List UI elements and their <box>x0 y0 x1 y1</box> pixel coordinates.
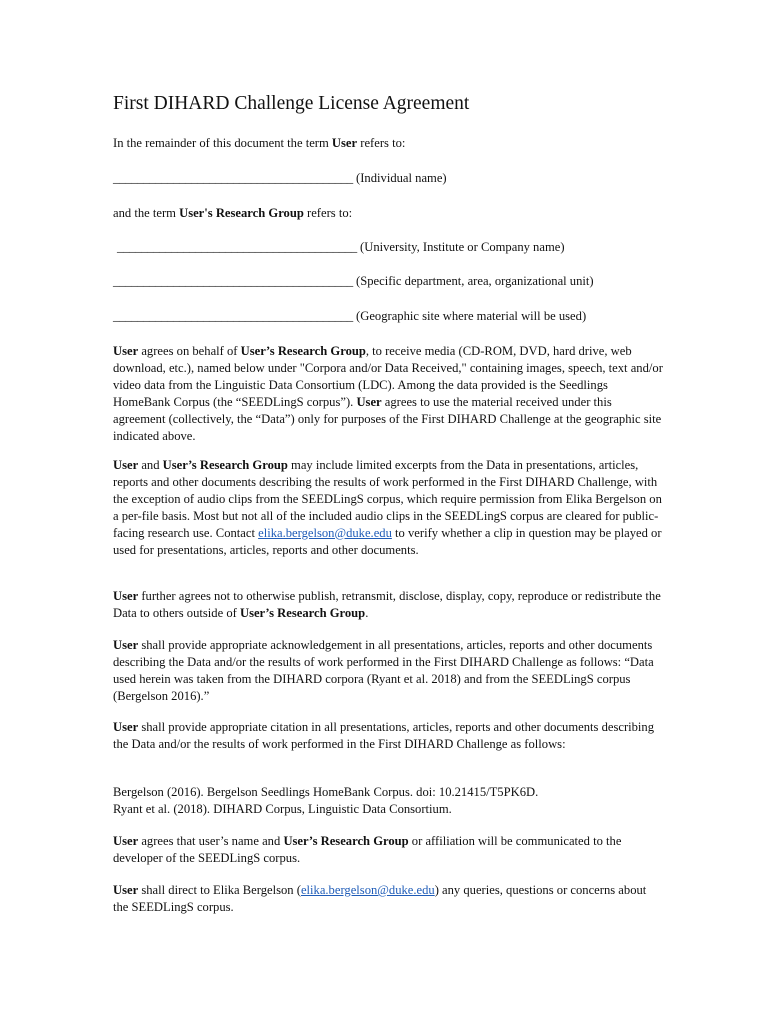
citation-item: Ryant et al. (2018). DIHARD Corpus, Linguistic Data Consortium. <box>113 801 452 816</box>
individual-name-blank[interactable]: ________________________________________ <box>113 171 353 185</box>
email-link[interactable]: elika.bergelson@duke.edu <box>258 525 392 540</box>
paragraph-no-redistribution: User further agrees not to otherwise publish, retransmit, disclose, display, copy, reproduce or redistribute the Data to others outside of User’s Research Group. <box>113 589 661 620</box>
citation-item: Bergelson (2016). Bergelson Seedlings HomeBank Corpus. doi: 10.21415/T5PK6D. <box>113 785 539 799</box>
university-blank[interactable]: ________________________________________ <box>117 240 357 254</box>
department-blank[interactable]: ________________________________________ <box>113 274 353 288</box>
paragraph-queries: User shall direct to Elika Bergelson (elika.bergelson@duke.edu) any queries, questions or concerns about the SEEDLingS corpus. <box>113 883 647 914</box>
geographic-site-line: ________________________________________ (Geographic site where material will be used) <box>113 309 587 323</box>
university-line: ________________________________________ (University, Institute or Company name) <box>117 240 565 254</box>
citation-list <box>113 784 663 818</box>
paragraph-media-receipt: User agrees on behalf of User’s Research Group, to receive media (CD-ROM, DVD, hard drive, web download, etc.), named below under "Corpora and/or Data Received," containing images, speech, text and/or video data from the Linguistic Data Consortium (LDC). Among the data provided is the Seedlings HomeBank Corpus (the “SEEDLingS corpus”). User agrees to use the material received under this agreement (collectively, the “Data”) only for purposes of the First DIHARD Challenge at the geographic site indicated above. <box>113 344 663 443</box>
individual-name-line: ________________________________________ (Individual name) <box>113 171 447 185</box>
department-line: ________________________________________ (Specific department, area, organizational unit) <box>113 274 594 288</box>
paragraph-communication: User agrees that user’s name and User’s Research Group or affiliation will be communicated to the developer of the SEEDLingS corpus. <box>113 834 622 865</box>
geographic-site-blank[interactable]: ________________________________________ <box>113 309 353 323</box>
paragraph-excerpts: User and User’s Research Group may include limited excerpts from the Data in presentations, articles, reports and other documents describing the results of work performed in the First DIHARD Challenge, with the exception of audio clips from the SEEDLingS corpus, which require permission from Elika Bergelson on a per-file basis. Most but not all of the included audio clips in the SEEDLingS corpus are cleared for public-facing research use. Contact elika.bergelson@duke.edu to verify whether a clip in question may be played or used for presentations, articles, reports and other documents. <box>113 458 662 557</box>
document-title: First DIHARD Challenge License Agreement <box>113 93 470 114</box>
paragraph-acknowledgement: User shall provide appropriate acknowledgement in all presentations, articles, reports and other documents describing the Data and/or the results of work performed in the First DIHARD Challenge as follows: “Data used herein was taken from the DIHARD corpora (Ryant et al. 2018) and from the SEEDLingS corpus (Bergelson 2016).” <box>113 638 654 703</box>
intro-paragraph: In the remainder of this document the term User refers to: <box>113 136 406 150</box>
email-link[interactable]: elika.bergelson@duke.edu <box>300 883 435 897</box>
group-intro-paragraph: and the term User's Research Group refers to: <box>113 206 353 220</box>
paragraph-citation: User shall provide appropriate citation in all presentations, articles, reports and other documents describing the Data and/or the results of work performed in the First DIHARD Challenge as follows: <box>113 720 655 751</box>
